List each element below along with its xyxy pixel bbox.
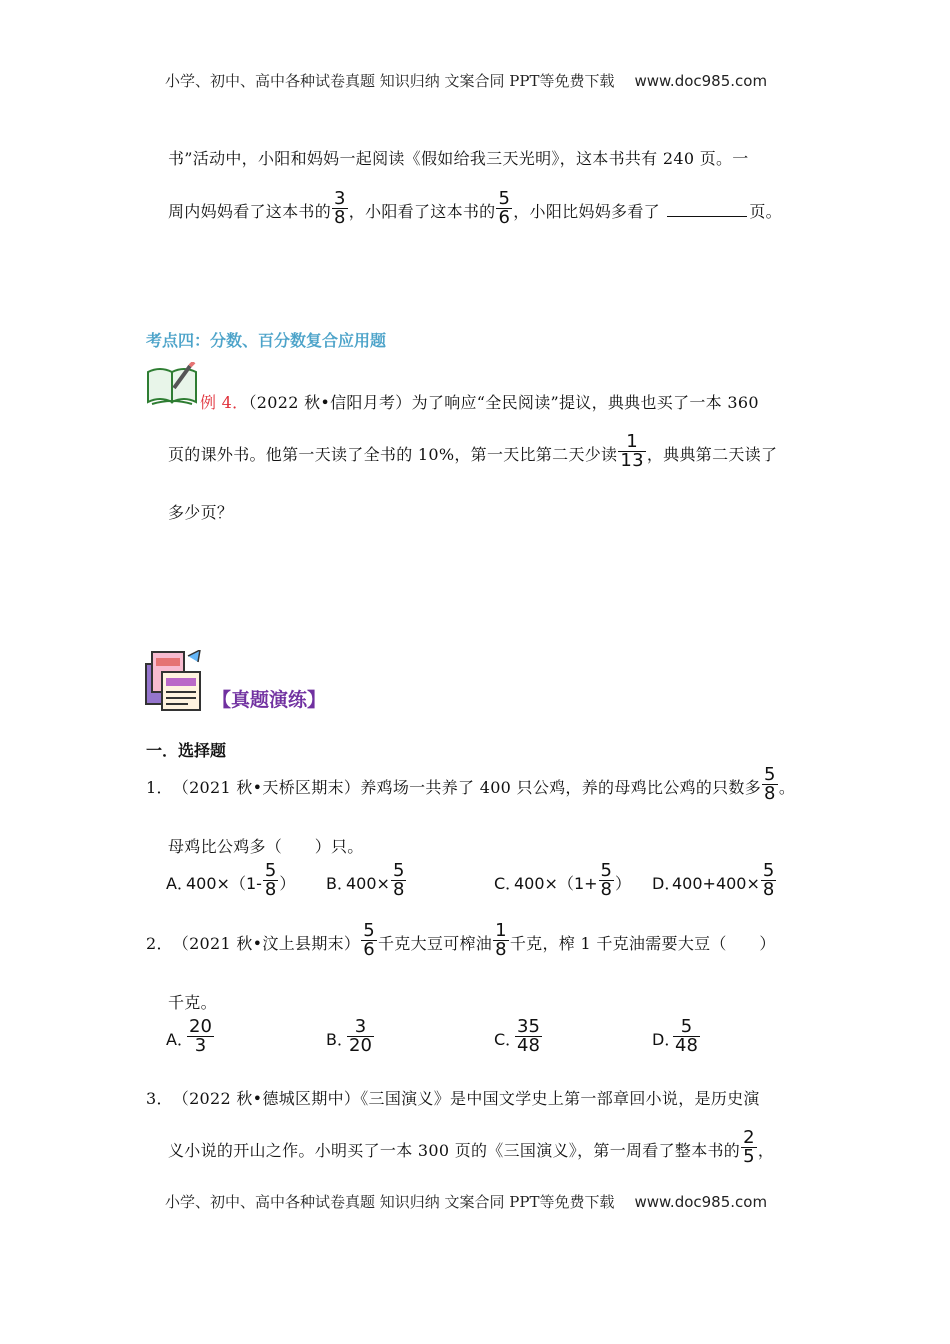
denominator: 8 — [334, 207, 346, 228]
fraction — [187, 1018, 214, 1055]
fraction — [618, 433, 646, 470]
fraction — [347, 1018, 374, 1055]
option-letter: A． — [166, 1030, 193, 1049]
text-span: ，小阳看了这本书的 — [348, 202, 496, 221]
fraction — [496, 190, 512, 227]
q3-line2 — [168, 1127, 775, 1170]
text-span: （2022 秋•德城区期中）《三国演义》是中国文学史上第一部章回小说，是历史演 — [180, 1089, 760, 1108]
option-expr: ） — [615, 874, 632, 893]
option-expr: 400+400× — [672, 874, 760, 893]
fraction — [263, 862, 278, 899]
numerator: 20 — [189, 1016, 212, 1037]
q2-option-b[interactable] — [326, 1016, 375, 1059]
text-span: 页的课外书。他第一天读了全书的 10%，第一天比第二天少读 — [168, 445, 618, 464]
option-letter: D． — [652, 1030, 681, 1049]
denominator: 6 — [498, 207, 511, 228]
q1-line1 — [146, 764, 796, 807]
numerator: 5 — [363, 920, 375, 941]
fraction — [332, 190, 348, 227]
question-number: 3． — [146, 1089, 173, 1108]
text-span: （2021 秋•汶上县期末） — [180, 934, 361, 953]
fraction — [762, 766, 778, 803]
numerator: 1 — [618, 433, 646, 452]
q2-line2: 千克。 — [168, 993, 217, 1012]
example-label: 例 4． — [200, 393, 249, 412]
numerator: 5 — [762, 860, 775, 881]
denominator: 6 — [363, 939, 375, 960]
cont-line2 — [168, 188, 782, 231]
denominator: 3 — [194, 1035, 207, 1056]
question-number: 2． — [146, 934, 173, 953]
numerator: 5 — [264, 860, 277, 881]
denominator: 8 — [495, 939, 507, 960]
q1-option-d[interactable] — [652, 860, 777, 903]
numerator: 5 — [673, 1018, 700, 1037]
page-header — [165, 70, 767, 91]
text-span: 义小说的开山之作。小明买了一本 300 页的《三国演义》，第一周看了整本书的 — [168, 1141, 741, 1160]
q2-option-c[interactable] — [494, 1016, 543, 1059]
documents-icon — [144, 650, 206, 712]
denominator: 20 — [349, 1035, 372, 1056]
numerator: 3 — [334, 188, 346, 209]
option-letter: B． — [326, 874, 353, 893]
numerator: 5 — [392, 860, 405, 881]
denominator: 8 — [392, 879, 405, 900]
denominator: 5 — [743, 1146, 755, 1167]
fraction — [673, 1018, 700, 1055]
question-number: 1． — [146, 778, 173, 797]
q2-option-a[interactable] — [166, 1016, 215, 1059]
text-span: 。 — [778, 778, 796, 797]
numerator: 2 — [743, 1127, 755, 1148]
fraction — [599, 862, 614, 899]
option-expr: 400× — [346, 874, 390, 893]
q1-line2: 母鸡比公鸡多（ ）只。 — [168, 837, 364, 856]
text-span: 千克，榨 1 千克油需要大豆（ ） — [509, 934, 776, 953]
option-letter: C． — [494, 874, 522, 893]
fraction — [391, 862, 406, 899]
fraction — [761, 862, 776, 899]
page-footer — [165, 1191, 767, 1212]
fraction — [515, 1018, 542, 1055]
section-title: 考点四：分数、百分数复合应用题 — [146, 331, 387, 350]
q2-option-d[interactable] — [652, 1016, 701, 1059]
q1-option-a[interactable] — [166, 860, 296, 903]
text-span: 周内妈妈看了这本书的 — [168, 202, 332, 221]
option-letter: B． — [326, 1030, 353, 1049]
numerator: 5 — [764, 764, 776, 785]
header-url[interactable]: www.doc985.com — [634, 72, 768, 90]
cont-line1: 书”活动中，小阳和妈妈一起阅读《假如给我三天光明》，这本书共有 240 页。一 — [168, 149, 749, 168]
numerator: 3 — [347, 1018, 374, 1037]
numerator: 5 — [600, 860, 612, 881]
footer-text: 小学、初中、高中各种试卷真题 知识归纳 文案合同 PPT等免费下载 — [165, 1193, 615, 1211]
text-span: ， — [757, 1141, 775, 1160]
fraction — [493, 922, 509, 959]
example4-line2 — [168, 431, 778, 474]
example4-line3: 多少页？ — [168, 503, 234, 522]
numerator: 5 — [498, 188, 511, 209]
example4-line1 — [200, 390, 759, 413]
numerator: 1 — [495, 920, 507, 941]
answer-blank[interactable] — [667, 202, 747, 217]
text-span: ，典典第二天读了 — [646, 445, 778, 464]
text-span: 千克大豆可榨油 — [378, 934, 493, 953]
text-span: （2022 秋•信阳月考）为了响应“全民阅读”提议，典典也买了一本 360 — [248, 393, 759, 412]
footer-url[interactable]: www.doc985.com — [634, 1193, 768, 1211]
option-expr: ） — [279, 874, 296, 893]
q3-line1 — [146, 1086, 760, 1109]
denominator: 48 — [517, 1035, 540, 1056]
denominator: 13 — [620, 450, 644, 471]
option-expr: 400×（1+ — [514, 874, 598, 893]
text-span: （2021 秋•天桥区期末）养鸡场一共养了 400 只公鸡，养的母鸡比公鸡的只数多 — [180, 778, 762, 797]
denominator: 48 — [675, 1035, 698, 1056]
part-title: 一．选择题 — [146, 741, 227, 760]
q1-option-c[interactable] — [494, 860, 632, 903]
q1-option-b[interactable] — [326, 860, 407, 903]
option-letter: D． — [652, 874, 681, 893]
denominator: 8 — [762, 879, 775, 900]
denominator: 8 — [264, 879, 277, 900]
fraction — [741, 1129, 757, 1166]
practice-title: 【真题演练】 — [212, 689, 327, 711]
option-expr: 400×（1- — [186, 874, 262, 893]
numerator: 35 — [517, 1016, 540, 1037]
text-span: ，小阳比妈妈多看了 — [513, 202, 660, 221]
text-span: 页。 — [749, 202, 782, 221]
option-letter: A． — [166, 874, 193, 893]
option-letter: C． — [494, 1030, 522, 1049]
denominator: 8 — [600, 879, 612, 900]
q2-line1 — [146, 920, 776, 963]
header-text: 小学、初中、高中各种试卷真题 知识归纳 文案合同 PPT等免费下载 — [165, 72, 615, 90]
fraction — [361, 922, 377, 959]
book-pencil-icon — [144, 362, 200, 406]
denominator: 8 — [764, 783, 776, 804]
